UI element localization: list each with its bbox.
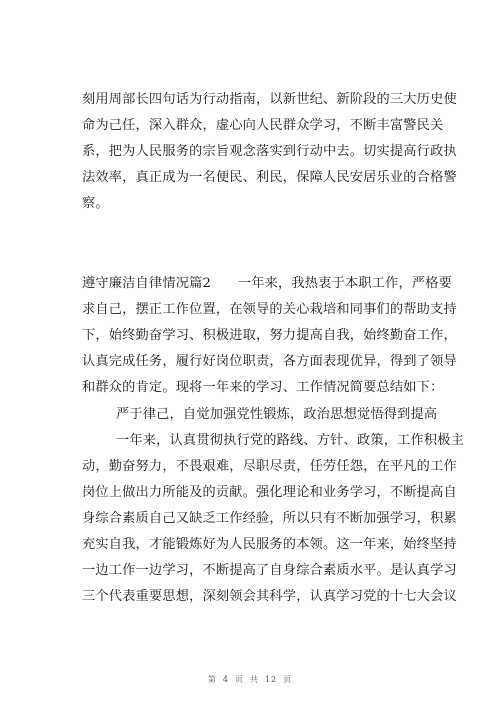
paragraph-line: 命为己任，深入群众，虚心向人民群众学习，不断丰富警民关 xyxy=(82,118,444,133)
paragraph-line: 三个代表重要思想，深刻领会其科学，认真学习党的十七大会议 xyxy=(82,589,457,604)
footer-di: 第 xyxy=(207,675,217,684)
paragraph-line: 身综合素质自己又缺乏工作经验，所以只有不断加强学习，积累 xyxy=(82,511,457,526)
paragraph-line: 刻用周部长四句话为行动指南，以新世纪、新阶段的三大历史使 xyxy=(82,92,457,107)
paragraph-line: 和群众的肯定。现将一年来的学习、工作情况简要总结如下： xyxy=(82,380,444,395)
paragraph-line: 岗位上做出力所能及的贡献。强化理论和业务学习，不断提高自 xyxy=(82,485,457,500)
paragraph-line: 一边工作一边学习，不断提高了自身综合素质水平。是认真学习 xyxy=(82,563,457,578)
paragraph-line: 充实自我，才能锻炼好为人民服务的本领。这一年来，始终坚持 xyxy=(82,537,457,552)
footer-ye2: 页 xyxy=(283,675,293,684)
footer-total-pages: 12 xyxy=(264,675,278,684)
footer-page-number: 4 xyxy=(222,675,229,684)
footer-gong: 共 xyxy=(249,675,259,684)
paragraph-line: 认真完成任务，履行好岗位职责，各方面表现优异，得到了领导 xyxy=(82,354,457,369)
paragraph-line: 下，始终勤奋学习、积极进取，努力提高自我，始终勤奋工作， xyxy=(82,328,457,343)
paragraph-line: 动，勤奋努力，不畏艰难，尽职尽责，任劳任怨，在平凡的工作 xyxy=(82,459,457,474)
page-footer xyxy=(0,674,500,685)
paragraph-line: 遵守廉洁自律情况篇2 一年来，我热衷于本职工作，严格要 xyxy=(82,276,453,291)
section-heading: 严于律己，自觉加强党性锻炼，政治思想觉悟得到提高 xyxy=(116,407,438,422)
paragraph-line: 系，把为人民服务的宗旨观念落实到行动中去。切实提高行政执 xyxy=(82,144,457,159)
paragraph-line: 法效率，真正成为一名便民、利民，保障人民安居乐业的合格警 xyxy=(82,170,457,185)
paragraph-line: 一年来，认真贯彻执行党的路线、方针、政策，工作积极主 xyxy=(116,433,465,448)
footer-ye: 页 xyxy=(234,675,244,684)
paragraph-line: 求自己，摆正工作位置，在领导的关心栽培和同事们的帮助支持 xyxy=(82,302,457,317)
paragraph-line: 察。 xyxy=(82,196,109,211)
